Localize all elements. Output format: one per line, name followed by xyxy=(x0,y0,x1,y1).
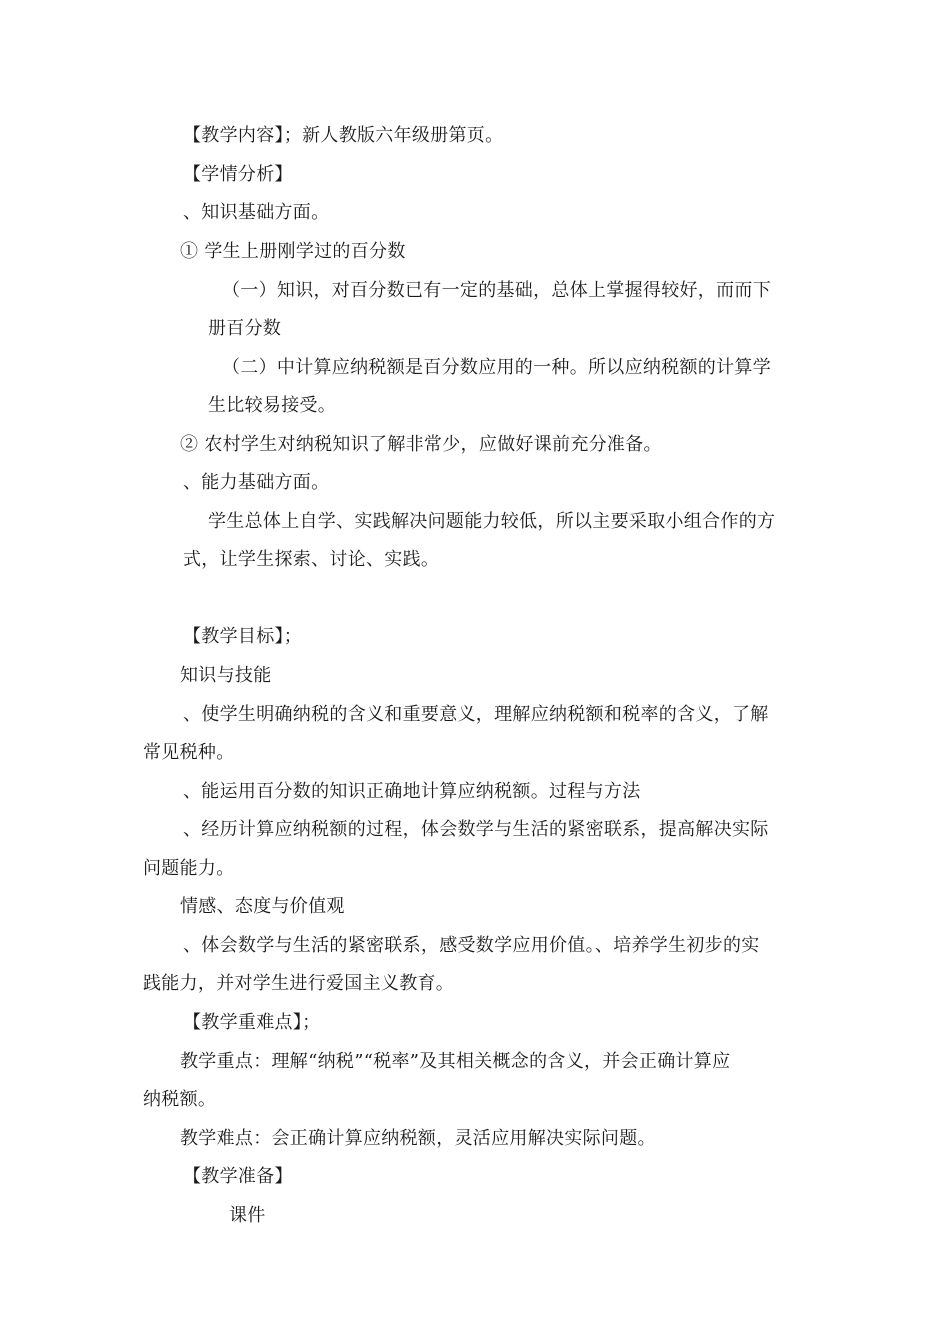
teaching-focus-line-2: 纳税额。 xyxy=(143,1089,217,1110)
ability-line-1: 学生总体上自学、实践解决问题能力较低，所以主要采取小组合作的方 xyxy=(208,511,776,532)
analysis-sub-2-line-2: 生比较易接受。 xyxy=(208,395,337,416)
analysis-sub-1-line-1: （一）知识，对百分数已有一定的基础，总体上掌握得较好，而而下 xyxy=(222,280,771,301)
ability-line-2: 式，让学生探索、讨论、实践。 xyxy=(183,549,440,570)
objectives-heading: 【教学目标】； xyxy=(183,626,303,647)
analysis-item-1: ① 学生上册刚学过的百分数 xyxy=(180,241,406,262)
objective-1-line-1: 、使学生明确纳税的含义和重要意义，理解应纳税额和税率的含义，了解 xyxy=(183,704,769,725)
key-points-heading: 【教学重难点】； xyxy=(183,1012,321,1033)
teaching-difficulty: 教学难点：会正确计算应纳税额，灵活应用解决实际问题。 xyxy=(180,1128,656,1149)
analysis-heading: 【学情分析】 xyxy=(183,164,293,185)
objective-2: 、能运用百分数的知识正确地计算应纳税额。过程与方法 xyxy=(183,781,641,802)
teaching-content-heading: 【教学内容】；新人教版六年级册第页。 xyxy=(183,125,504,146)
preparation-heading: 【教学准备】 xyxy=(183,1166,293,1187)
ability-basis-title: 、能力基础方面。 xyxy=(183,472,330,493)
analysis-item-2: ② 农村学生对纳税知识了解非常少，应做好课前充分准备。 xyxy=(180,434,662,455)
analysis-sub-2-line-1: （二）中计算应纳税额是百分数应用的一种。所以应纳税额的计算学 xyxy=(222,357,771,378)
objective-4-line-1: 、体会数学与生活的紧密联系，感受数学应用价值。、培养学生初步的实 xyxy=(183,935,760,956)
knowledge-skills-title: 知识与技能 xyxy=(180,665,272,686)
attitude-values-title: 情感、态度与价值观 xyxy=(180,896,345,917)
objective-1-line-2: 常见税种。 xyxy=(143,742,235,763)
teaching-focus-line-1: 教学重点：理解“纳税”“税率”及其相关概念的含义，并会正确计算应 xyxy=(180,1051,731,1072)
knowledge-basis-title: 、知识基础方面。 xyxy=(183,202,330,223)
objective-3-line-2: 问题能力。 xyxy=(143,858,235,879)
objective-4-line-2: 践能力，并对学生进行爱国主义教育。 xyxy=(143,973,455,994)
preparation-item: 课件 xyxy=(229,1205,266,1226)
objective-3-line-1: 、经历计算应纳税额的过程，体会数学与生活的紧密联系，提高解决实际 xyxy=(183,819,769,840)
analysis-sub-1-line-2: 册百分数 xyxy=(208,318,282,339)
